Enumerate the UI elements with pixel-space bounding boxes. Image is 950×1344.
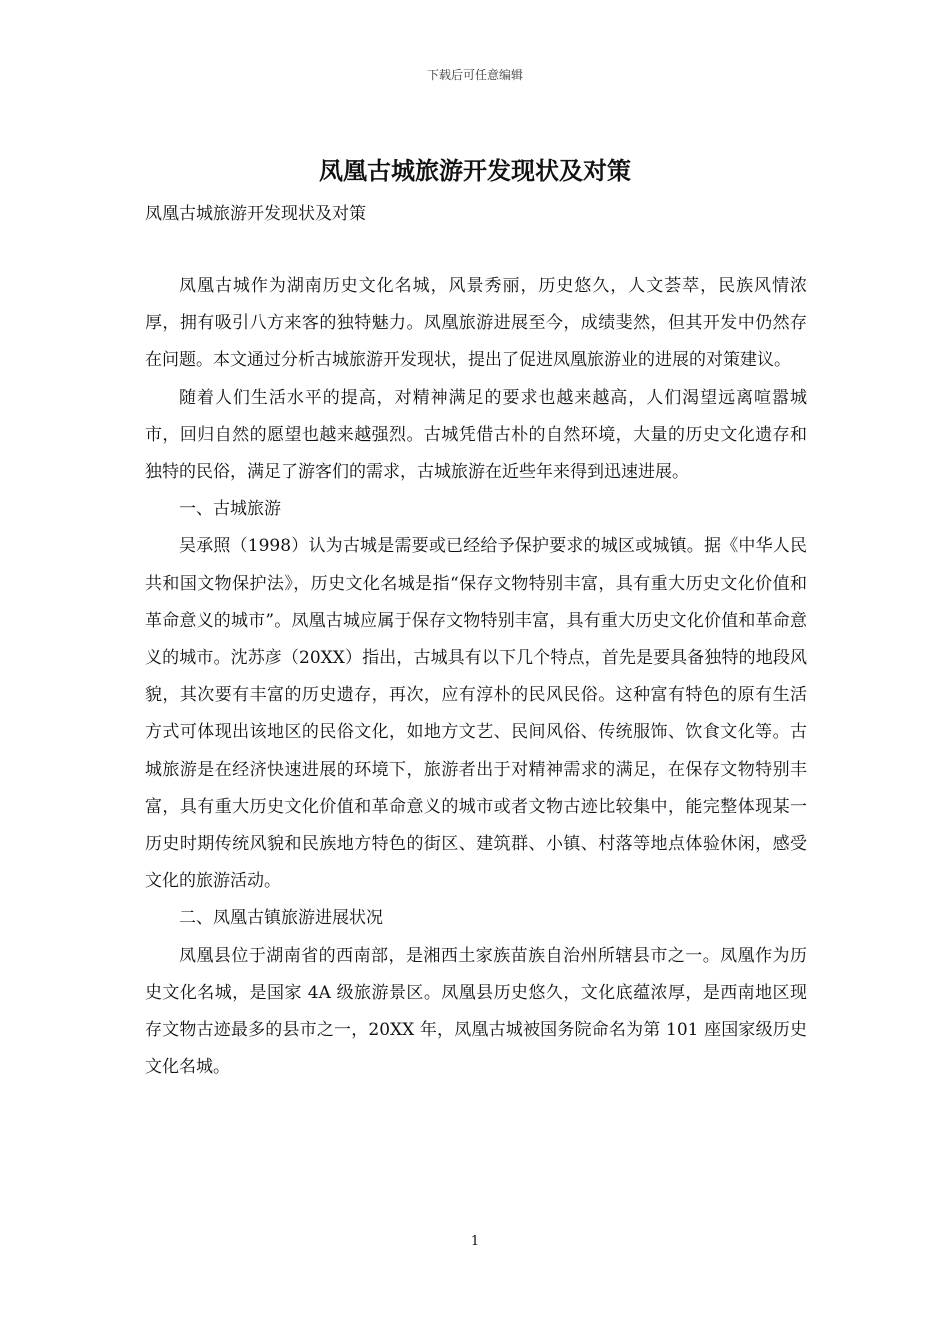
paragraph-section-1: 吴承照（1998）认为古城是需要或已经给予保护要求的城区或城镇。据《中华人民共和国文物保护法》，历史文化名城是指“保存文物特别丰富，具有重大历史文化价值和革命意义的城市”。凤凰古城应属于保存文物特别丰富，具有重大历史文化价值和革命意义的城市。沈苏彦（20XX）指出，古城具有以下几个特点，首先是要具备独特的地段风貌，其次要有丰富的历史遗存，再次，应有淳朴的民风民俗。这种富有特色的原有生活方式可体现出该地区的民俗文化，如地方文艺、民间风俗、传统服饰、饮食文化等。古城旅游是在经济快速进展的环境下，旅游者出于对精神需求的满足，在保存文物特别丰富，具有重大历史文化价值和革命意义的城市或者文物古迹比较集中，能完整体现某一历史时期传统风貌和民族地方特色的街区、建筑群、小镇、村落等地点体验休闲，感受文化的旅游活动。	[145, 536, 807, 892]
section-heading-1: 一、古城旅游	[179, 499, 281, 520]
document-subtitle: 凤凰古城旅游开发现状及对策	[145, 204, 366, 224]
section-heading-2: 二、凤凰古镇旅游进展状况	[179, 908, 383, 929]
document-title: 凤凰古城旅游开发现状及对策	[319, 156, 631, 185]
paragraph-abstract: 凤凰古城作为湖南历史文化名城，风景秀丽，历史悠久，人文荟萃，民族风情浓厚，拥有吸引八方来客的独特魅力。凤凰旅游进展至今，成绩斐然，但其开发中仍然存在问题。本文通过分析古城旅游开发现状，提出了促进凤凰旅游业的进展的对策建议。	[145, 276, 807, 371]
document-body	[145, 268, 807, 1086]
paragraph-intro: 随着人们生活水平的提高，对精神满足的要求也越来越高，人们渴望远离喧嚣城市，回归自然的愿望也越来越强烈。古城凭借古朴的自然环境，大量的历史文化遗存和独特的民俗，满足了游客们的需求，古城旅游在近些年来得到迅速进展。	[145, 387, 807, 483]
page-number: 1	[470, 1234, 480, 1249]
paragraph-section-2: 凤凰县位于湖南省的西南部，是湘西土家族苗族自治州所辖县市之一。凤凰作为历史文化名城，是国家 4A 级旅游景区。凤凰县历史悠久，文化底蕴浓厚，是西南地区现存文物古迹最多的县市之一，20XX 年，凤凰古城被国务院命名为第 101 座国家级历史文化名城。	[145, 945, 807, 1078]
page-header: 下载后可任意编辑	[426, 68, 523, 82]
